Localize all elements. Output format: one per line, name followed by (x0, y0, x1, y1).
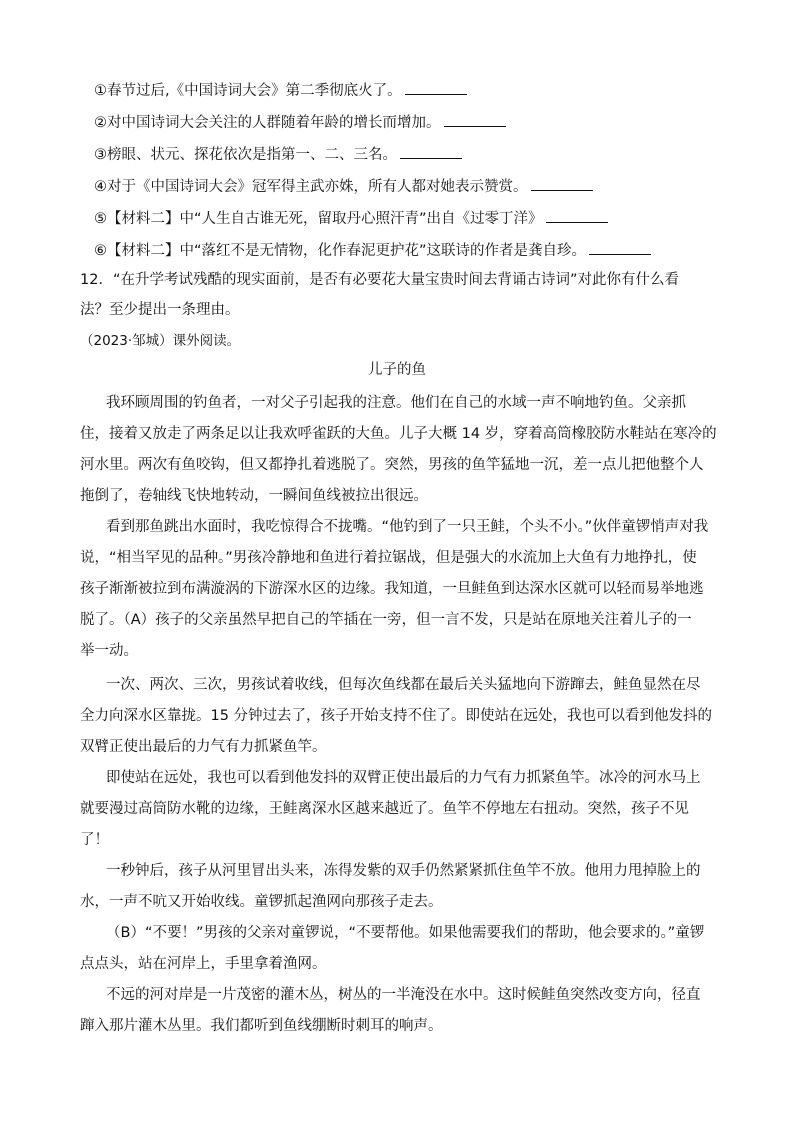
article-line: 一秒钟后，孩子从河里冒出头来，冻得发紫的双手仍然紧紧抓住鱼竿不放。他用力甩掉脸上的 (106, 863, 701, 879)
statement-5: ⑤【材料二】中“人生自古谁无死，留取丹心照汗青”出自《过零丁洋》 (94, 208, 794, 229)
statement-6: ⑥【材料二】中“落红不是无情物，化作春泥更护花”这联诗的作者是龚自珍。 (94, 240, 794, 261)
statement-4: ④对于《中国诗词大会》冠军得主武亦姝，所有人都对她表示赞赏。 (94, 176, 794, 197)
article-line: 双臂正使出最后的力气有力抓紧鱼竿。 (80, 739, 327, 755)
article-line: 不远的河对岸是一片茂密的灌木丛，树丛的一半淹没在水中。这时候鲑鱼突然改变方向，径直 (106, 987, 701, 1003)
question-12-line-1: 12．“在升学考试残酷的现实面前，是否有必要花大量宝贵时间去背诵古诗词”对此你有什么看 (80, 272, 679, 288)
reading-source: （2023·邹城）课外阅读。 (80, 333, 241, 349)
answer-blank[interactable] (444, 112, 506, 127)
article-line: 住，接着又放走了两条足以让我欢呼雀跃的大鱼。儿子大概 14 岁，穿着高筒橡胶防水鞋站在寒冷的 (80, 426, 717, 442)
article-line: （B）“不要！”男孩的父亲对童锣说，“不要帮他。如果他需要我们的帮助，他会要求的。”童锣 (106, 925, 705, 941)
article-line: 就要漫过高筒防水靴的边缘，王鲑离深水区越来越近了。鱼竿不停地左右扭动。突然，孩子不见 (80, 801, 689, 817)
statement-3: ③榜眼、状元、探花依次是指第一、二、三名。 (94, 144, 794, 165)
article-line: 孩子渐渐被拉到布满漩涡的下游深水区的边缘。我知道，一旦鲑鱼到达深水区就可以轻而易举地逃 (80, 581, 704, 597)
statement-2: ②对中国诗词大会关注的人群随着年龄的增长而增加。 (94, 112, 794, 133)
answer-blank[interactable] (546, 208, 608, 223)
statement-1: ①春节过后,《中国诗词大会》第二季彻底火了。 (94, 80, 794, 101)
article-line: 蹿入那片灌木丛里。我们都听到鱼线绷断时刺耳的响声。 (80, 1018, 443, 1034)
article-line: 看到那鱼跳出水面时，我吃惊得合不拢嘴。“他钓到了一只王鲑，个头不小。”伙伴童锣悄声对我 (106, 519, 709, 535)
article-line: 即使站在远处，我也可以看到他发抖的双臂正使出最后的力气有力抓紧鱼竿。冰冷的河水马上 (106, 770, 701, 786)
article-line: 脱了。（A）孩子的父亲虽然早把自己的竿插在一旁，但一言不发，只是站在原地关注着儿子的一 (80, 612, 692, 628)
question-12-line-2: 法？至少提出一条理由。 (80, 302, 240, 318)
answer-blank[interactable] (589, 240, 651, 255)
article-line: 水，一声不吭又开始收线。童锣抓起渔网向那孩子走去。 (80, 894, 443, 910)
article-line: 点点头，站在河岸上，手里拿着渔网。 (80, 956, 327, 972)
article-line: 我环顾周围的钓鱼者，一对父子引起我的注意。他们在自己的水域一声不响地钓鱼。父亲抓 (106, 395, 686, 411)
article-line: 说，“相当罕见的品种。”男孩冷静地和鱼进行着拉锯战，但是强大的水流加上大鱼有力地挣扎，使 (80, 550, 697, 566)
answer-blank[interactable] (400, 144, 462, 159)
article-line: 全力向深水区靠拢。15 分钟过去了，孩子开始支持不住了。即使站在远处，我也可以看到他发抖的 (80, 708, 713, 724)
answer-blank[interactable] (531, 176, 593, 191)
article-line: 举一动。 (80, 643, 138, 659)
answer-blank[interactable] (405, 80, 467, 95)
article-line: 拖倒了，卷轴线飞快地转动，一瞬间鱼线被拉出很远。 (80, 488, 428, 504)
article-title: 儿子的鱼 (368, 362, 426, 378)
article-line: 河水里。两次有鱼咬钩，但又都挣扎着逃脱了。突然，男孩的鱼竿猛地一沉，差一点儿把他整个人 (80, 457, 704, 473)
article-line: 一次、两次、三次，男孩试着收线，但每次鱼线都在最后关头猛地向下游蹿去，鲑鱼显然在尽 (106, 677, 701, 693)
article-line: 了！ (80, 832, 109, 848)
